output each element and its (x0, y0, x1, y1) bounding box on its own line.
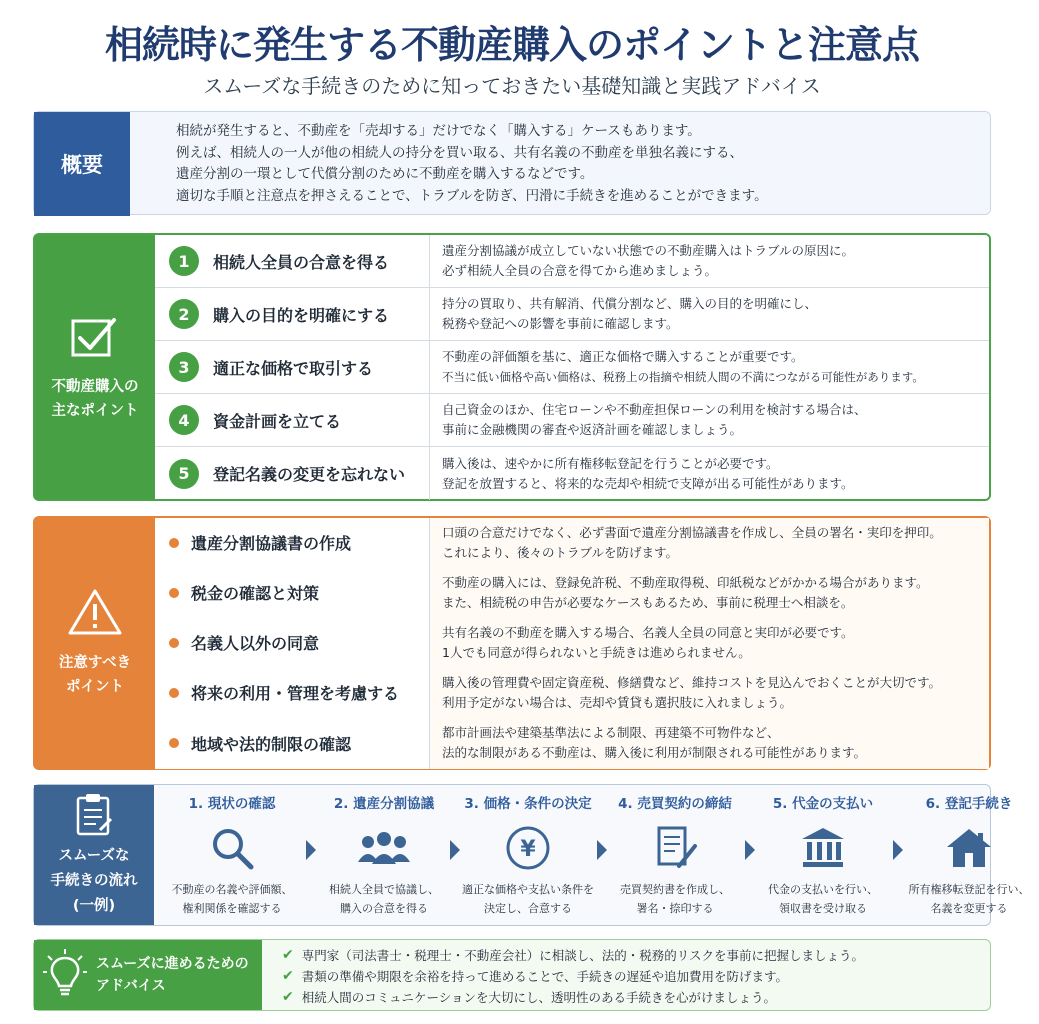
point-desc: 自己資金のほか、住宅ローンや不動産担保ローンの利用を検討する場合は、 (442, 402, 867, 417)
step-title: 4. 売買契約の締結 (618, 796, 732, 812)
advice-item (282, 944, 864, 965)
advice-side-label: スムーズに進めるための (96, 956, 249, 972)
advice-item (282, 986, 864, 1007)
point-row (155, 235, 989, 288)
contract-icon (650, 824, 700, 872)
step-title: 2. 遺産分割協議 (333, 796, 435, 812)
point-desc: 税務や登記への影響を事前に確認します。 (442, 316, 679, 331)
cautions-list (155, 518, 989, 768)
flow-side-panel (34, 785, 154, 925)
point-row (155, 288, 989, 341)
magnifier-icon (207, 824, 257, 872)
flow-step (753, 785, 893, 925)
step-desc: 名義を変更する (930, 902, 1008, 915)
caution-desc: これにより、後々のトラブルを防げます。 (442, 544, 679, 560)
flow-side-label: (一例) (72, 897, 116, 914)
cautions-side-panel (35, 518, 155, 768)
overview-line: 適切な手順と注意点を押さえることで、トラブルを防ぎ、円滑に手続きを進めることができます。 (176, 187, 768, 204)
caution-desc: 口頭の合意だけでなく、必ず書面で遺産分割協議書を作成し、全員の署名・実印を押印。 (442, 524, 942, 540)
step-desc: 売買契約書を作成し、 (620, 883, 730, 896)
number-badge: 2 (169, 299, 199, 329)
flow-step (458, 785, 598, 925)
step-title: 3. 価格・条件の決定 (464, 796, 592, 812)
caution-title: 名義人以外の同意 (191, 634, 320, 654)
yen-icon (503, 824, 553, 872)
advice-list (282, 944, 864, 1007)
lightbulb-icon (42, 948, 88, 1002)
page-title: 相続時に発生する不動産購入のポイントと注意点 (104, 23, 919, 67)
step-desc: 相続人全員で協議し、 (329, 883, 439, 896)
checkmark-icon: ✔ (282, 988, 294, 1005)
overview-text (176, 121, 976, 207)
number-badge: 4 (169, 405, 199, 435)
caution-desc: また、相続税の申告が必要なケースもあるため、事前に税理士へ相談を。 (442, 594, 854, 610)
caution-desc: 共有名義の不動産を購入する場合、名義人全員の同意と実印が必要です。 (442, 624, 854, 640)
point-desc: 遺産分割協議が成立していない状態での不動産購入はトラブルの原因に。 (442, 243, 855, 258)
people-icon (359, 824, 409, 872)
step-title: 6. 登記手続き (925, 796, 1013, 812)
cautions-section (33, 516, 991, 770)
points-side-panel (35, 235, 155, 499)
points-section (33, 233, 991, 501)
number-badge: 5 (169, 459, 199, 489)
flow-step (314, 785, 454, 925)
bullet-dot-icon (169, 538, 179, 548)
advice-side-label: アドバイス (96, 978, 166, 994)
checkmark-icon: ✔ (282, 946, 294, 963)
advice-text: 専門家（司法書士・税理士・不動産会社）に相談し、法的・税務的リスクを事前に把握しましょう。 (301, 947, 864, 963)
bullet-dot-icon (169, 588, 179, 598)
checkbox-icon (68, 311, 122, 361)
point-row (155, 394, 989, 447)
step-desc: 適正な価格や支払い条件を (462, 883, 594, 896)
caution-title: 税金の確認と対策 (191, 584, 320, 604)
house-icon (944, 824, 994, 872)
flow-steps (154, 785, 1030, 925)
flow-side-label: 手続きの流れ (50, 872, 138, 889)
caution-desc: 法的な制限がある不動産は、購入後に利用が制限される可能性があります。 (442, 745, 867, 761)
caution-title: 遺産分割協議書の作成 (191, 534, 352, 554)
flow-step (899, 785, 1039, 925)
caution-row (155, 668, 989, 719)
point-desc: 持分の買取り、共有解消、代償分割など、購入の目的を明確にし、 (442, 296, 818, 311)
caution-row (155, 618, 989, 669)
point-title: 登記名義の変更を忘れない (213, 465, 406, 484)
step-desc: 決定し、合意する (484, 902, 572, 915)
overview-line: 遺産分割の一環として代償分割のために不動産を購入するなどです。 (176, 166, 594, 182)
advice-text: 書類の準備や期限を余裕を持って進めることで、手続きの遅延や追加費用を防げます。 (301, 968, 788, 984)
flow-step (162, 785, 302, 925)
clipboard-icon (74, 792, 114, 838)
step-title: 1. 現状の確認 (188, 796, 276, 812)
point-desc: 不当に低い価格や高い価格は、税務上の指摘や相続人間の不満につながる可能性があります。 (442, 370, 924, 384)
bullet-dot-icon (169, 738, 179, 748)
caution-desc: 1人でも同意が得られないと手続きは進められません。 (442, 644, 751, 660)
checkmark-icon: ✔ (282, 967, 294, 984)
caution-row (155, 718, 989, 769)
caution-desc: 購入後の管理費や固定資産税、修繕費など、維持コストを見込んでおくことが大切です。 (442, 674, 942, 690)
bullet-dot-icon (169, 688, 179, 698)
bullet-dot-icon (169, 638, 179, 648)
point-title: 相続人全員の合意を得る (213, 252, 390, 272)
advice-side-panel (34, 940, 262, 1010)
point-row (155, 447, 989, 500)
point-title: 適正な価格で取引する (213, 358, 374, 378)
points-side-label: 不動産購入の (51, 379, 139, 395)
caution-desc: 都市計画法や建築基準法による制限、再建築不可物件など、 (442, 725, 780, 741)
caution-row (155, 568, 989, 619)
flow-side-label: スムーズな (58, 847, 130, 864)
caution-desc: 利用予定がない場合は、売却や賃貸も選択肢に入れましょう。 (442, 694, 793, 710)
number-badge: 3 (169, 352, 199, 382)
step-desc: 購入の合意を得る (340, 902, 428, 915)
step-desc: 所有権移転登記を行い、 (908, 883, 1030, 896)
step-desc: 代金の支払いを行い、 (768, 883, 878, 896)
point-desc: 購入後は、速やかに所有権移転登記を行うことが必要です。 (442, 455, 779, 471)
point-desc: 事前に金融機関の審査や返済計画を確認しましょう。 (442, 422, 743, 437)
point-desc: 必ず相続人全員の合意を得てから進めましょう。 (442, 263, 718, 278)
advice-item (282, 965, 864, 986)
cautions-side-label: 注意すべき (58, 655, 132, 671)
step-desc: 領収書を受け取る (779, 902, 867, 915)
point-title: 資金計画を立てる (213, 411, 342, 431)
overview-label: 概要 (34, 112, 130, 216)
points-side-label: 主なポイント (51, 403, 139, 419)
point-desc: 登記を放置すると、将来的な売却や相続で支障が出る可能性があります。 (442, 475, 854, 491)
step-title: 5. 代金の支払い (772, 796, 874, 812)
overview-line: 相続が発生すると、不動産を「売却する」だけでなく「購入する」ケースもあります。 (176, 123, 701, 139)
bank-icon (798, 824, 848, 872)
svg-text:¥: ¥ (520, 837, 536, 862)
cautions-side-label: ポイント (66, 679, 124, 695)
overview-panel (33, 111, 991, 215)
advice-section (33, 939, 991, 1011)
page-subtitle: スムーズな手続きのために知っておきたい基礎知識と実践アドバイス (203, 74, 821, 98)
caution-row (155, 518, 989, 569)
warning-icon (67, 587, 123, 637)
caution-title: 地域や法的制限の確認 (191, 734, 352, 754)
caution-desc: 不動産の購入には、登録免許税、不動産取得税、印紙税などがかかる場合があります。 (442, 574, 929, 590)
step-desc: 署名・捺印する (636, 902, 714, 915)
caution-title: 将来の利用・管理を考慮する (191, 684, 400, 704)
point-desc: 不動産の評価額を基に、適正な価格で購入することが重要です。 (442, 349, 804, 364)
number-badge: 1 (169, 246, 199, 276)
point-row (155, 341, 989, 394)
flow-section (33, 784, 1030, 926)
advice-text: 相続人間のコミュニケーションを大切にし、透明性のある手続きを心がけましょう。 (301, 989, 776, 1005)
overview-line: 例えば、相続人の一人が他の相続人の持分を買い取る、共有名義の不動産を単独名義にする、 (176, 144, 743, 161)
point-title: 購入の目的を明確にする (213, 305, 390, 325)
points-list (155, 235, 989, 499)
step-desc: 権利関係を確認する (182, 902, 282, 915)
flow-step (605, 785, 745, 925)
step-desc: 不動産の名義や評価額、 (171, 883, 293, 896)
